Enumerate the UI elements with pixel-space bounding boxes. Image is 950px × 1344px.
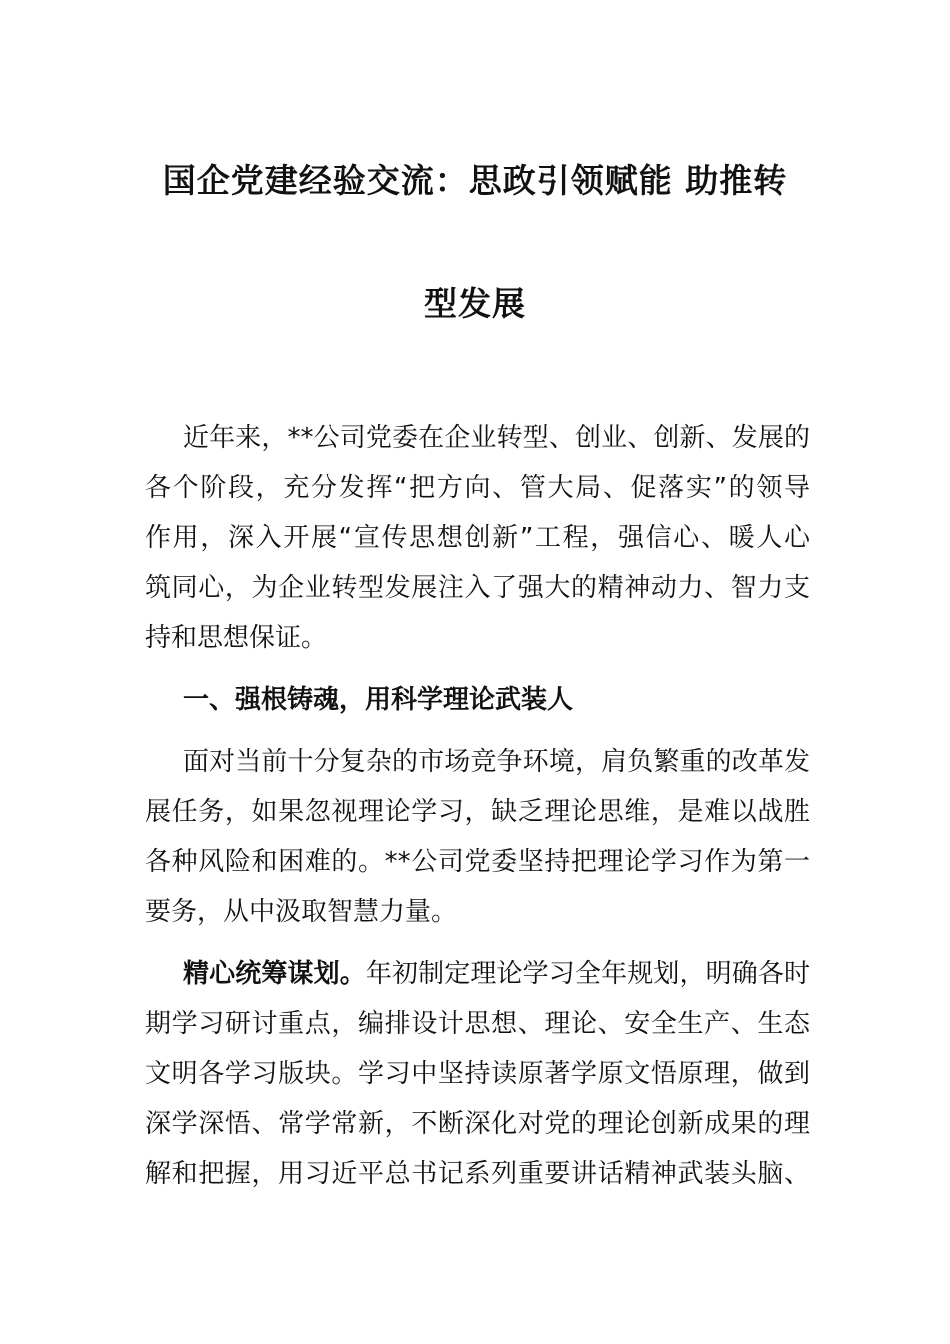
paragraph-1-line: 近年来，**公司党委在企业转型、创业、创新、发展的 xyxy=(183,423,810,453)
paragraph-1-line: 筑同心，为企业转型发展注入了强大的精神动力、智力支 xyxy=(145,573,810,603)
paragraph-3-first-line xyxy=(183,957,810,991)
paragraph-3-lead: 精心统筹谋划。 xyxy=(183,959,366,989)
paragraph-2-line: 各种风险和困难的。**公司党委坚持把理论学习作为第一 xyxy=(145,847,810,877)
document-title-line-1: 国企党建经验交流：思政引领赋能 助推转 xyxy=(162,161,788,200)
paragraph-2-line: 要务，从中汲取智慧力量。 xyxy=(145,897,458,927)
paragraph-3-line: 文明各学习版块。学习中坚持读原著学原文悟原理，做到 xyxy=(145,1059,810,1089)
paragraph-2-line: 面对当前十分复杂的市场竞争环境，肩负繁重的改革发 xyxy=(183,747,810,777)
section-heading: 一、强根铸魂，用科学理论武装人 xyxy=(183,685,574,715)
paragraph-1-line: 各个阶段，充分发挥“把方向、管大局、促落实”的领导 xyxy=(145,473,810,503)
paragraph-3-line: 期学习研讨重点，编排设计思想、理论、安全生产、生态 xyxy=(145,1009,810,1039)
document-title-line-2: 型发展 xyxy=(424,284,526,323)
paragraph-3-first-line-text: 年初制定理论学习全年规划，明确各时 xyxy=(365,959,810,989)
paragraph-3-line: 深学深悟、常学常新，不断深化对党的理论创新成果的理 xyxy=(145,1109,810,1139)
paragraph-3-line: 解和把握，用习近平总书记系列重要讲话精神武装头脑、 xyxy=(145,1159,810,1189)
paragraph-2-line: 展任务，如果忽视理论学习，缺乏理论思维，是难以战胜 xyxy=(145,797,810,827)
paragraph-1-line: 持和思想保证。 xyxy=(145,623,328,653)
paragraph-1-line: 作用，深入开展“宣传思想创新”工程，强信心、暖人心 xyxy=(145,523,810,553)
